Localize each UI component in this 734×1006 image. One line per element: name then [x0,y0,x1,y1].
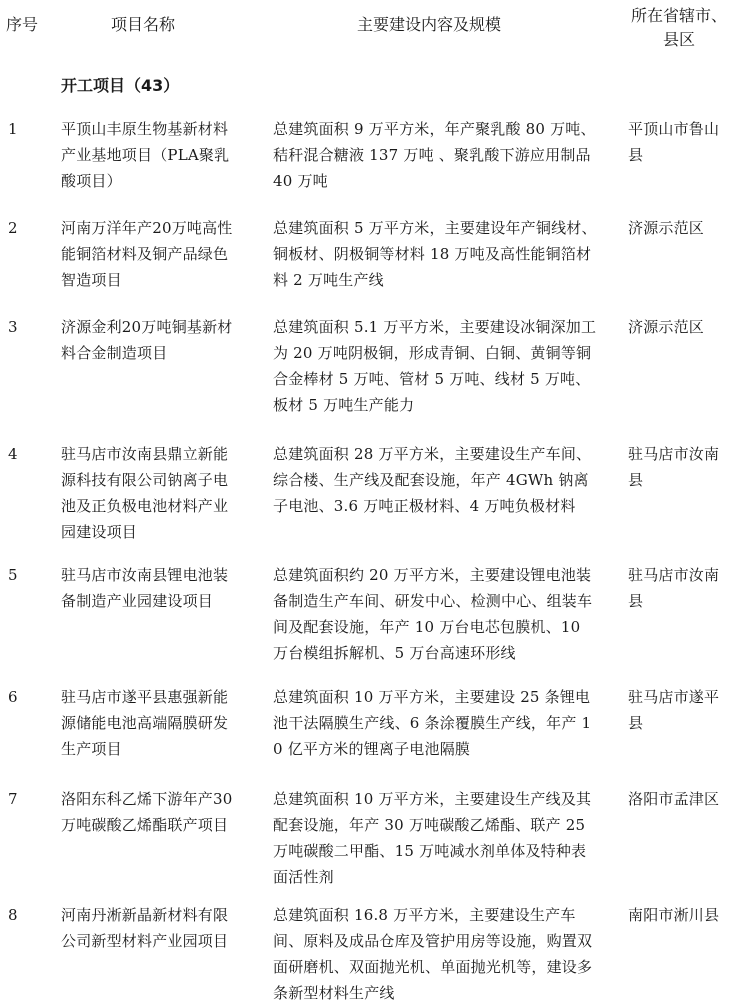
project-location: 南阳市淅川县 [628,906,720,924]
project-name: 驻马店市汝南县鼎立新能源科技有限公司钠离子电池及正负极电池材料产业园建设项目 [61,445,229,541]
row-number: 4 [8,445,18,463]
project-name: 驻马店市遂平县惠强新能源储能电池高端隔膜研发生产项目 [61,688,229,758]
project-content: 总建筑面积 28 万平方米，主要建设生产车间、综合楼、生产线及配套设施，年产 4GWh 钠离子电池、3.6 万吨正极材料、4 万吨负极材料 [273,445,592,515]
header-serial-number: 序号 [6,15,39,34]
project-location: 济源示范区 [628,318,705,336]
project-content: 总建筑面积 10 万平方米，主要建设生产线及其配套设施，年产 30 万吨碳酸乙烯酯、联产 25 万吨碳酸二甲酯、15 万吨减水剂单体及特种表面活性剂 [273,790,592,886]
row-number: 8 [8,906,18,924]
row-number: 2 [8,219,18,237]
header-location: 所在省辖市、县区 [630,6,727,49]
section-title: 开工项目（43） [61,76,180,95]
header-construction-content: 主要建设内容及规模 [357,15,502,34]
project-location: 平顶山市鲁山县 [628,120,720,164]
project-location: 驻马店市汝南县 [628,566,720,610]
project-location: 洛阳市孟津区 [628,790,720,808]
project-name: 河南丹淅新晶新材料有限公司新型材料产业园项目 [61,906,229,950]
row-number: 3 [8,318,18,336]
row-number: 7 [8,790,18,808]
header-project-name: 项目名称 [111,15,176,34]
project-name: 平顶山丰原生物基新材料产业基地项目（PLA聚乳酸项目） [61,120,230,190]
project-content: 总建筑面积 9 万平方米，年产聚乳酸 80 万吨、秸秆混合糖液 137 万吨 、聚乳酸下游应用制品 40 万吨 [273,120,596,190]
project-content: 总建筑面积 5.1 万平方米，主要建设冰铜深加工为 20 万吨阴极铜，形成青铜、白铜、黄铜等铜合金棒材 5 万吨、管材 5 万吨、线材 5 万吨、板材 5 万吨生产能力 [273,318,597,414]
row-number: 6 [8,688,18,706]
project-content: 总建筑面积 10 万平方米，主要建设 25 条锂电池干法隔膜生产线、6 条涂覆膜生产线，年产 10 亿平方米的锂离子电池隔膜 [273,688,592,758]
row-number: 1 [8,120,18,138]
project-content: 总建筑面积约 20 万平方米，主要建设锂电池装备制造生产车间、研发中心、检测中心、组装车间及配套设施，年产 10 万台电芯包膜机、10 万台模组拆解机、5 万台高速环形线 [273,566,593,662]
project-content: 总建筑面积 16.8 万平方米，主要建设生产车间、原料及成品仓库及管护用房等设施，购置双面研磨机、双面抛光机、单面抛光机等，建设多条新型材料生产线 [273,906,593,1002]
row-number: 5 [8,566,18,584]
project-location: 驻马店市遂平县 [628,688,720,732]
project-location: 济源示范区 [628,219,705,237]
project-name: 洛阳东科乙烯下游年产30 万吨碳酸乙烯酯联产项目 [61,790,233,834]
project-name: 河南万洋年产20万吨高性能铜箔材料及铜产品绿色智造项目 [61,219,233,289]
project-name: 济源金利20万吨铜基新材料合金制造项目 [61,318,233,362]
project-location: 驻马店市汝南县 [628,445,720,489]
project-content: 总建筑面积 5 万平方米，主要建设年产铜线材、铜板材、阴极铜等材料 18 万吨及高性能铜箔材料 2 万吨生产线 [273,219,597,289]
project-name: 驻马店市汝南县锂电池装备制造产业园建设项目 [61,566,229,610]
